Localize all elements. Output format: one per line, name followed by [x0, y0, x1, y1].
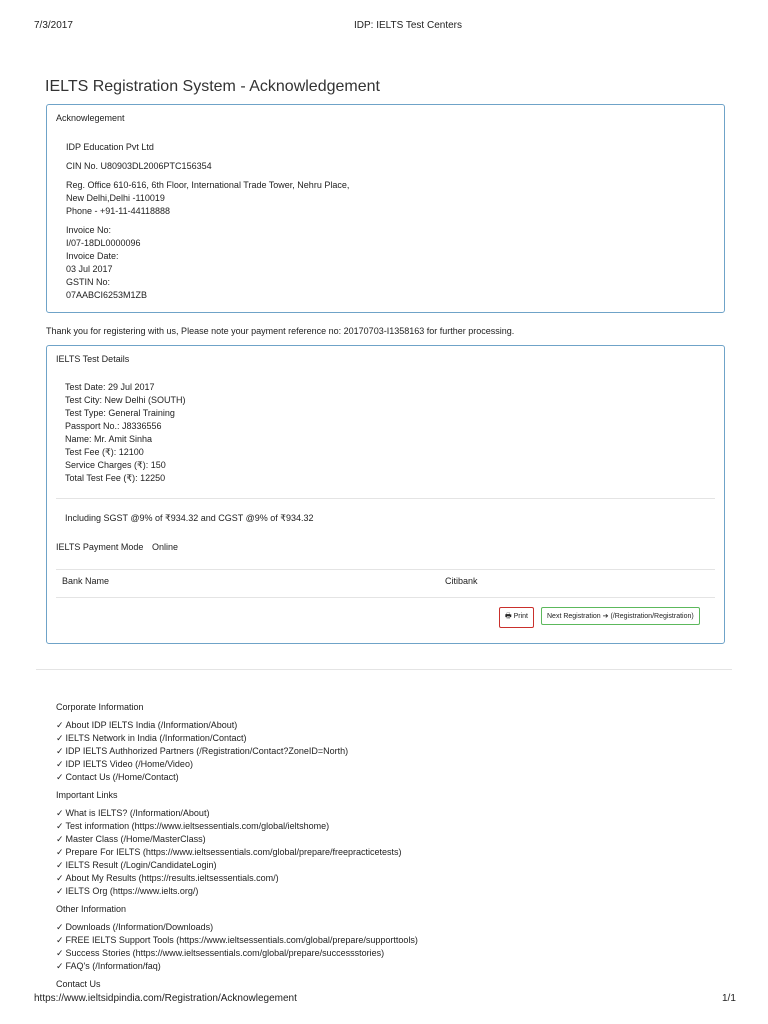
check-icon: ✓ — [56, 922, 64, 932]
footer-link[interactable]: ✓ Master Class (/Home/MasterClass) — [56, 834, 206, 844]
acknowledgement-panel — [46, 104, 725, 313]
other-information-heading: Other Information — [56, 904, 127, 914]
footer-link[interactable]: ✓ IELTS Network in India (/Information/Contact) — [56, 733, 247, 743]
print-url: https://www.ieltsidpindia.com/Registration/Acknowlegement — [34, 993, 297, 1004]
footer-links — [56, 701, 418, 991]
office-address-line1: Reg. Office 610-616, 6th Floor, International Trade Tower, Nehru Place, — [66, 180, 350, 190]
check-icon: ✓ — [56, 860, 64, 870]
footer-link[interactable]: ✓ About My Results (https://results.ieltsessentials.com/) — [56, 873, 279, 883]
print-page-number: 1/1 — [722, 993, 736, 1004]
invoice-date: 03 Jul 2017 — [66, 264, 113, 274]
check-icon: ✓ — [56, 847, 64, 857]
footer-link[interactable]: ✓ Downloads (/Information/Downloads) — [56, 922, 214, 932]
service-charges: Service Charges (₹): 150 — [65, 460, 166, 470]
divider — [56, 498, 715, 499]
next-registration-button[interactable]: Next Registration ➔ (/Registration/Registration) — [541, 607, 700, 625]
invoice-no-label: Invoice No: — [66, 225, 112, 235]
test-city: Test City: New Delhi (SOUTH) — [65, 395, 186, 405]
print-button-label: Print — [513, 613, 528, 620]
invoice-no: I/07-18DL0000096 — [66, 238, 141, 248]
footer-link[interactable]: ✓ IDP IELTS Authhorized Partners (/Registration/Contact?ZoneID=North) — [56, 746, 349, 756]
contact-us-heading: Contact Us — [56, 979, 101, 989]
check-icon: ✓ — [56, 746, 64, 756]
test-date: Test Date: 29 Jul 2017 — [65, 382, 155, 392]
bank-name-label: Bank Name — [62, 576, 110, 586]
check-icon: ✓ — [56, 886, 64, 896]
thank-you-message: Thank you for registering with us, Please note your payment reference no: 20170703-I1358163 for further processing. — [46, 326, 515, 336]
test-details-list — [65, 381, 186, 485]
gst-note: Including SGST @9% of ₹934.32 and CGST @9% of ₹934.32 — [65, 513, 314, 523]
footer-link[interactable]: ✓ Prepare For IELTS (https://www.ieltsessentials.com/global/prepare/freepracticetests) — [56, 847, 402, 857]
check-icon: ✓ — [56, 808, 64, 818]
important-links-heading: Important Links — [56, 790, 118, 800]
page-title: IELTS Registration System - Acknowledgement — [45, 78, 380, 95]
footer-link[interactable]: ✓ Test information (https://www.ieltsessentials.com/global/ieltshome) — [56, 821, 330, 831]
check-icon: ✓ — [56, 935, 64, 945]
passport-no: Passport No.: J8336556 — [65, 421, 162, 431]
gstin-number: 07AABCI6253M1ZB — [66, 290, 148, 300]
bank-row-top-border — [56, 569, 715, 570]
check-icon: ✓ — [56, 961, 64, 971]
footer-link[interactable]: ✓ Success Stories (https://www.ieltsessentials.com/global/prepare/successstories) — [56, 948, 385, 958]
print-date: 7/3/2017 — [34, 20, 73, 31]
payment-mode-label: IELTS Payment Mode — [56, 542, 144, 552]
test-details-heading: IELTS Test Details — [56, 354, 130, 364]
print-button[interactable] — [499, 607, 534, 628]
footer-link[interactable]: ✓ FREE IELTS Support Tools (https://www.ieltsessentials.com/global/prepare/supporttools) — [56, 935, 418, 945]
check-icon: ✓ — [56, 772, 64, 782]
footer-link[interactable]: ✓ IELTS Result (/Login/CandidateLogin) — [56, 860, 217, 870]
footer-link[interactable]: ✓ IDP IELTS Video (/Home/Video) — [56, 759, 193, 769]
gstin-label: GSTIN No: — [66, 277, 111, 287]
check-icon: ✓ — [56, 873, 64, 883]
printer-icon: 🖶 — [505, 613, 512, 620]
ack-heading: Acknowlegement — [56, 113, 125, 123]
section-divider — [36, 669, 732, 670]
check-icon: ✓ — [56, 821, 64, 831]
corporate-heading: Corporate Information — [56, 702, 144, 712]
candidate-name: Name: Mr. Amit Sinha — [65, 434, 153, 444]
footer-link[interactable]: ✓ IELTS Org (https://www.ielts.org/) — [56, 886, 199, 896]
check-icon: ✓ — [56, 834, 64, 844]
check-icon: ✓ — [56, 759, 64, 769]
office-address-line2: New Delhi,Delhi -110019 — [66, 193, 165, 203]
footer-link[interactable]: ✓ FAQ's (/Information/faq) — [56, 961, 161, 971]
payment-mode-value: Online — [152, 542, 179, 552]
footer-link[interactable]: ✓ Contact Us (/Home/Contact) — [56, 772, 179, 782]
test-details-panel — [46, 345, 725, 644]
bank-row-bottom-border — [56, 597, 715, 598]
total-test-fee: Total Test Fee (₹): 12250 — [65, 473, 166, 483]
bank-name-value: Citibank — [445, 576, 478, 586]
check-icon: ✓ — [56, 948, 64, 958]
print-page-title: IDP: IELTS Test Centers — [354, 20, 463, 31]
footer-link[interactable]: ✓ What is IELTS? (/Information/About) — [56, 808, 210, 818]
company-name: IDP Education Pvt Ltd — [66, 142, 154, 152]
cin-number: CIN No. U80903DL2006PTC156354 — [66, 161, 212, 171]
test-fee: Test Fee (₹): 12100 — [65, 447, 144, 457]
phone-number: Phone - +91-11-44118888 — [66, 206, 171, 216]
invoice-date-label: Invoice Date: — [66, 251, 119, 261]
footer-link[interactable]: ✓ About IDP IELTS India (/Information/About) — [56, 720, 238, 730]
test-type: Test Type: General Training — [65, 408, 175, 418]
check-icon: ✓ — [56, 733, 64, 743]
check-icon: ✓ — [56, 720, 64, 730]
